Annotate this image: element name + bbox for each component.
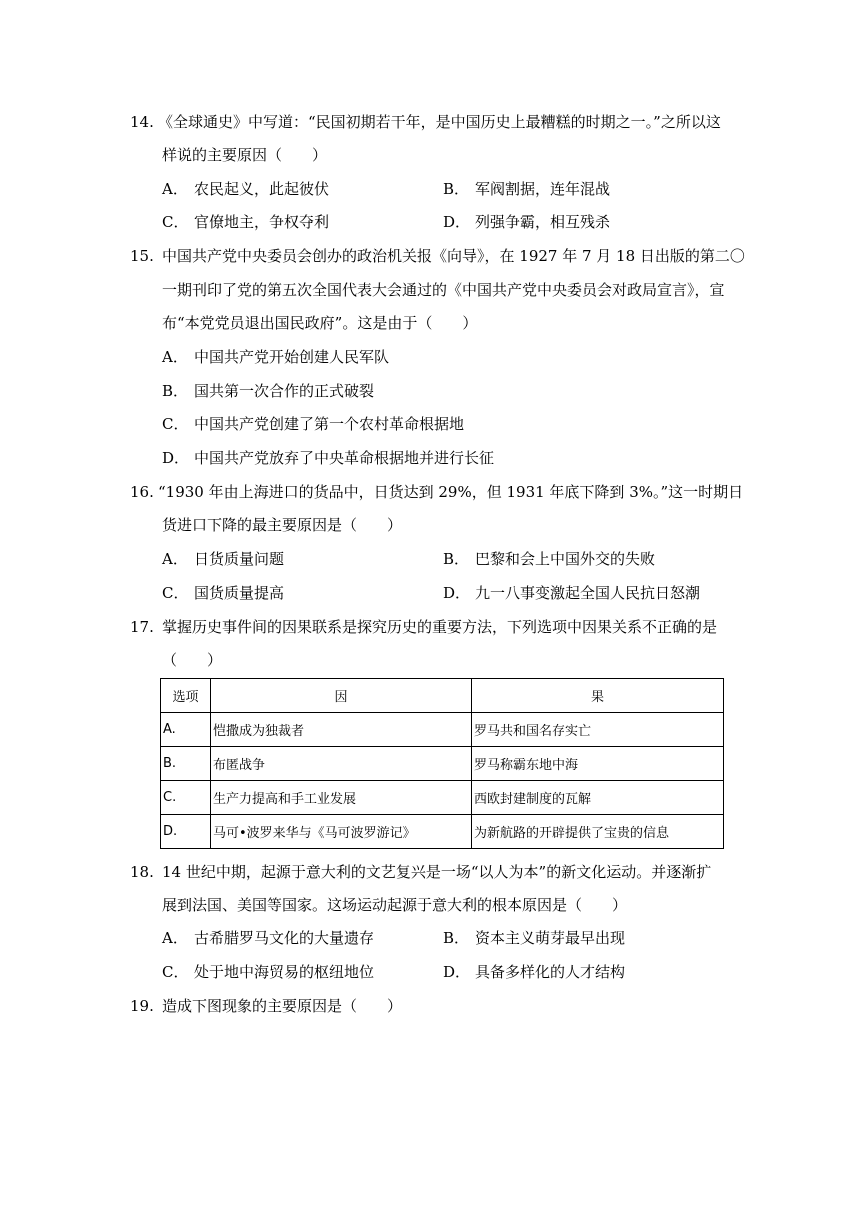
option-label: A． bbox=[162, 180, 188, 198]
question-16-option-d[interactable] bbox=[443, 583, 700, 603]
cause-effect-table bbox=[160, 678, 724, 849]
header-effect: 果 bbox=[472, 679, 724, 713]
row-option: A. bbox=[161, 713, 211, 747]
option-text: 资本主义萌芽最早出现 bbox=[475, 929, 626, 947]
option-text: 中国共产党放弃了中央革命根据地并进行长征 bbox=[194, 449, 495, 467]
option-text: 国共第一次合作的正式破裂 bbox=[194, 382, 375, 400]
option-text: 古希腊罗马文化的大量遗存 bbox=[194, 929, 375, 947]
question-18-option-b[interactable] bbox=[443, 928, 625, 948]
row-cause: 生产力提高和手工业发展 bbox=[211, 781, 472, 815]
table-row[interactable] bbox=[161, 747, 724, 781]
option-label: B． bbox=[443, 550, 470, 568]
question-16-stem-line-2: 货进口下降的最主要原因是（ ） bbox=[162, 516, 403, 534]
option-text: 列强争霸，相互残杀 bbox=[475, 213, 611, 231]
row-effect: 西欧封建制度的瓦解 bbox=[472, 781, 724, 815]
question-15-number: 15. bbox=[130, 247, 154, 265]
question-17-stem-line-1: 掌握历史事件间的因果联系是探究历史的重要方法，下列选项中因果关系不正确的是 bbox=[162, 618, 718, 636]
question-16-option-c[interactable] bbox=[162, 583, 284, 603]
question-18-option-c[interactable] bbox=[162, 962, 374, 982]
question-14-option-b[interactable] bbox=[443, 179, 610, 199]
option-label: B． bbox=[443, 180, 470, 198]
question-14-option-d[interactable] bbox=[443, 212, 610, 232]
option-label: C． bbox=[162, 963, 189, 981]
option-label: D． bbox=[443, 213, 471, 231]
option-text: 农民起义，此起彼伏 bbox=[194, 180, 330, 198]
question-17-stem-line-2: （ ） bbox=[162, 651, 223, 669]
table-row[interactable] bbox=[161, 781, 724, 815]
question-18-number: 18. bbox=[130, 863, 154, 881]
question-16-number: 16. bbox=[130, 483, 154, 501]
question-15-option-c[interactable] bbox=[162, 414, 464, 434]
question-14-number: 14. bbox=[130, 113, 154, 131]
option-text: 中国共产党开始创建人民军队 bbox=[194, 348, 390, 366]
question-16-option-a[interactable] bbox=[162, 549, 284, 569]
option-label: D． bbox=[162, 449, 190, 467]
option-text: 具备多样化的人才结构 bbox=[475, 963, 626, 981]
option-text: 处于地中海贸易的枢纽地位 bbox=[194, 963, 375, 981]
option-label: A． bbox=[162, 929, 188, 947]
table-row[interactable] bbox=[161, 815, 724, 849]
question-19-stem-line-1: 造成下图现象的主要原因是（ ） bbox=[162, 997, 403, 1015]
question-14-option-a[interactable] bbox=[162, 179, 329, 199]
option-text: 九一八事变激起全国人民抗日怒潮 bbox=[475, 584, 701, 602]
option-label: C． bbox=[162, 584, 189, 602]
row-cause: 马可•波罗来华与《马可波罗游记》 bbox=[211, 815, 472, 849]
question-14-stem-line-1: 《全球通史》中写道：“民国初期若干年，是中国历史上最糟糕的时期之一。”之所以这 bbox=[158, 113, 721, 131]
option-label: A． bbox=[162, 348, 188, 366]
option-label: D． bbox=[443, 584, 471, 602]
option-text: 国货质量提高 bbox=[194, 584, 285, 602]
question-19-number: 19. bbox=[130, 997, 154, 1015]
question-14-option-c[interactable] bbox=[162, 212, 329, 232]
question-15-option-a[interactable] bbox=[162, 347, 389, 367]
option-text: 军阀割据，连年混战 bbox=[475, 180, 611, 198]
question-15-option-b[interactable] bbox=[162, 381, 374, 401]
option-text: 日货质量问题 bbox=[194, 550, 285, 568]
question-18-option-d[interactable] bbox=[443, 962, 625, 982]
question-16-stem-line-1: “1930 年由上海进口的货品中，日货达到 29%，但 1931 年底下降到 3%。”这一时期日 bbox=[158, 483, 744, 501]
row-option: B. bbox=[161, 747, 211, 781]
option-text: 官僚地主，争权夺利 bbox=[194, 213, 330, 231]
row-effect: 罗马共和国名存实亡 bbox=[472, 713, 724, 747]
row-option: D. bbox=[161, 815, 211, 849]
row-effect: 为新航路的开辟提供了宝贵的信息 bbox=[472, 815, 724, 849]
question-17-number: 17. bbox=[130, 618, 154, 636]
question-15-stem-line-2: 一期刊印了党的第五次全国代表大会通过的《中国共产党中央委员会对政局宣言》，宣 bbox=[162, 281, 725, 299]
option-text: 中国共产党创建了第一个农村革命根据地 bbox=[194, 415, 465, 433]
row-cause: 恺撒成为独裁者 bbox=[211, 713, 472, 747]
option-label: B． bbox=[162, 382, 189, 400]
option-label: A． bbox=[162, 550, 188, 568]
option-label: D． bbox=[443, 963, 471, 981]
table-row[interactable] bbox=[161, 713, 724, 747]
option-label: C． bbox=[162, 415, 189, 433]
question-15-stem-line-1: 中国共产党中央委员会创办的政治机关报《向导》，在 1927 年 7 月 18 日出版的第二〇 bbox=[162, 247, 745, 265]
option-label: C． bbox=[162, 213, 189, 231]
question-15-stem-line-3: 布“本党党员退出国民政府”。这是由于（ ） bbox=[162, 314, 478, 332]
table-header-row bbox=[161, 679, 724, 713]
question-18-option-a[interactable] bbox=[162, 928, 374, 948]
option-label: B． bbox=[443, 929, 470, 947]
question-18-stem-line-2: 展到法国、美国等国家。这场运动起源于意大利的根本原因是（ ） bbox=[162, 896, 628, 914]
question-15-option-d[interactable] bbox=[162, 448, 494, 468]
header-option: 选项 bbox=[161, 679, 211, 713]
question-14-stem-line-2: 样说的主要原因（ ） bbox=[162, 146, 328, 164]
option-text: 巴黎和会上中国外交的失败 bbox=[475, 550, 656, 568]
question-16-option-b[interactable] bbox=[443, 549, 655, 569]
question-18-stem-line-1: 14 世纪中期，起源于意大利的文艺复兴是一场“以人为本”的新文化运动。并逐渐扩 bbox=[162, 863, 712, 881]
header-cause: 因 bbox=[211, 679, 472, 713]
row-option: C. bbox=[161, 781, 211, 815]
row-cause: 布匿战争 bbox=[211, 747, 472, 781]
row-effect: 罗马称霸东地中海 bbox=[472, 747, 724, 781]
